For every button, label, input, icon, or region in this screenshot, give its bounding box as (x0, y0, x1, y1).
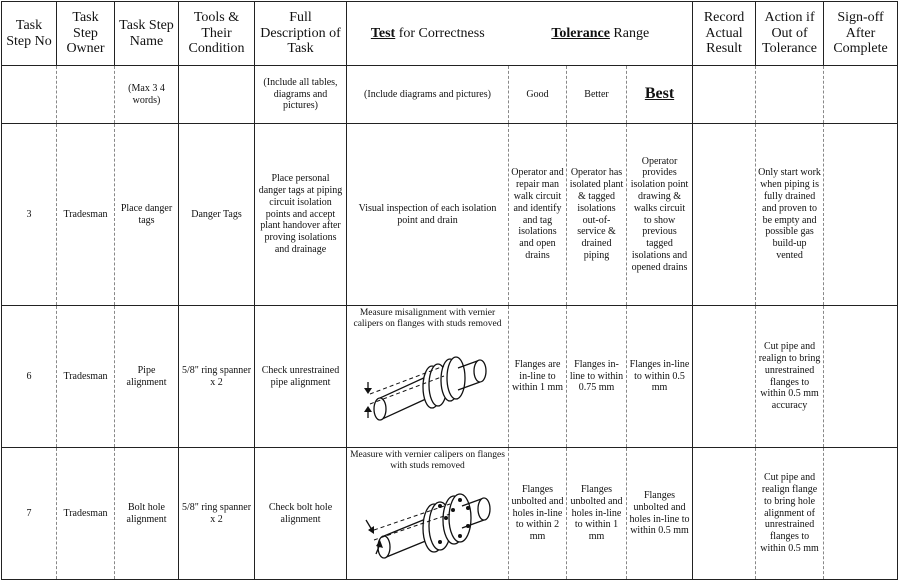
header-test-for-correctness (347, 2, 509, 66)
header-tools: Tools & Their Condition (179, 2, 255, 66)
tolerance-good: Operator and repair man walk circuit and identify and tag isolations and open drains (509, 124, 567, 306)
header-tolerance-bold: Tolerance (551, 25, 610, 41)
table-row (2, 448, 898, 580)
tolerance-better: Flanges unbolted and holes in-line to within 1 mm (567, 448, 627, 580)
sign-off[interactable] (824, 124, 898, 306)
action-if-out-of-tolerance: Only start work when piping is fully drained and proven to be empty and possible gas build-up vented (756, 124, 824, 306)
task-step-table (1, 1, 898, 580)
header-row (2, 2, 898, 66)
step-test: Measure misalignment with vernier calipers on flanges with studs removed (353, 308, 502, 329)
step-description: Place personal danger tags at piping circuit isolation points and accept plant handover after proving isolations and drainage (255, 124, 347, 306)
header-tolerance-rest: Range (609, 25, 650, 41)
record-actual-result[interactable] (693, 124, 756, 306)
header-sign-off: Sign-off After Complete (824, 2, 898, 66)
step-tools: 5/8" ring spanner x 2 (179, 448, 255, 580)
header-test-bold: Test (370, 25, 396, 41)
header-full-description: Full Description of Task (255, 2, 347, 66)
header-action-out-of-tolerance: Action if Out of Tolerance (756, 2, 824, 66)
tolerance-good: Flanges are in-line to within 1 mm (509, 306, 567, 448)
action-if-out-of-tolerance: Cut pipe and realign to bring unrestrained flanges to within 0.5 mm accuracy (756, 306, 824, 448)
action-if-out-of-tolerance: Cut pipe and realign flange to bring hole alignment of unrestrained flanges to within 0.5 mm (756, 448, 824, 580)
step-no: 6 (2, 306, 57, 448)
subheader-row (2, 66, 898, 124)
header-tolerance-range (509, 2, 693, 66)
record-actual-result[interactable] (693, 448, 756, 580)
header-task-step-name: Task Step Name (115, 2, 179, 66)
step-tools: Danger Tags (179, 124, 255, 306)
step-no: 3 (2, 124, 57, 306)
subheader-name-note: (Max 3 4 words) (115, 66, 179, 124)
subheader-test-note: (Include diagrams and pictures) (347, 66, 509, 124)
tolerance-better: Operator has isolated plant & tagged isolations out-of-service & drained piping (567, 124, 627, 306)
header-task-step-owner: Task Step Owner (57, 2, 115, 66)
header-record-actual-result: Record Actual Result (693, 2, 756, 66)
tolerance-best: Flanges unbolted and holes in-line to within 0.5 mm (627, 448, 693, 580)
subheader-better: Better (567, 66, 627, 124)
record-actual-result[interactable] (693, 306, 756, 448)
step-tools: 5/8" ring spanner x 2 (179, 306, 255, 448)
step-test: Visual inspection of each isolation point and drain (347, 124, 509, 306)
sign-off[interactable] (824, 448, 898, 580)
table-row (2, 306, 898, 448)
step-test-cell (347, 306, 509, 448)
tolerance-best: Operator provides isolation point drawing & walks circuit to show previous tagged isolations and opened drains (627, 124, 693, 306)
step-name: Place danger tags (115, 124, 179, 306)
subheader-good: Good (509, 66, 567, 124)
step-no: 7 (2, 448, 57, 580)
tolerance-good: Flanges unbolted and holes in-line to within 2 mm (509, 448, 567, 580)
bolt-hole-alignment-diagram (358, 474, 498, 564)
subheader-best: Best (644, 85, 675, 103)
step-test-cell (347, 448, 509, 580)
step-owner: Tradesman (57, 448, 115, 580)
step-name: Pipe alignment (115, 306, 179, 448)
step-description: Check unrestrained pipe alignment (255, 306, 347, 448)
step-owner: Tradesman (57, 124, 115, 306)
tolerance-best: Flanges in-line to within 0.5 mm (627, 306, 693, 448)
tolerance-better: Flanges in-line to within 0.75 mm (567, 306, 627, 448)
header-test-rest: for Correctness (395, 25, 485, 41)
step-name: Bolt hole alignment (115, 448, 179, 580)
sign-off[interactable] (824, 306, 898, 448)
table-row (2, 124, 898, 306)
subheader-description-note: (Include all tables, diagrams and pictures) (255, 66, 347, 124)
step-description: Check bolt hole alignment (255, 448, 347, 580)
step-test: Measure with vernier calipers on flanges with studs removed (350, 450, 505, 471)
step-owner: Tradesman (57, 306, 115, 448)
header-task-step-no: Task Step No (2, 2, 57, 66)
pipe-misalignment-diagram (358, 332, 498, 424)
